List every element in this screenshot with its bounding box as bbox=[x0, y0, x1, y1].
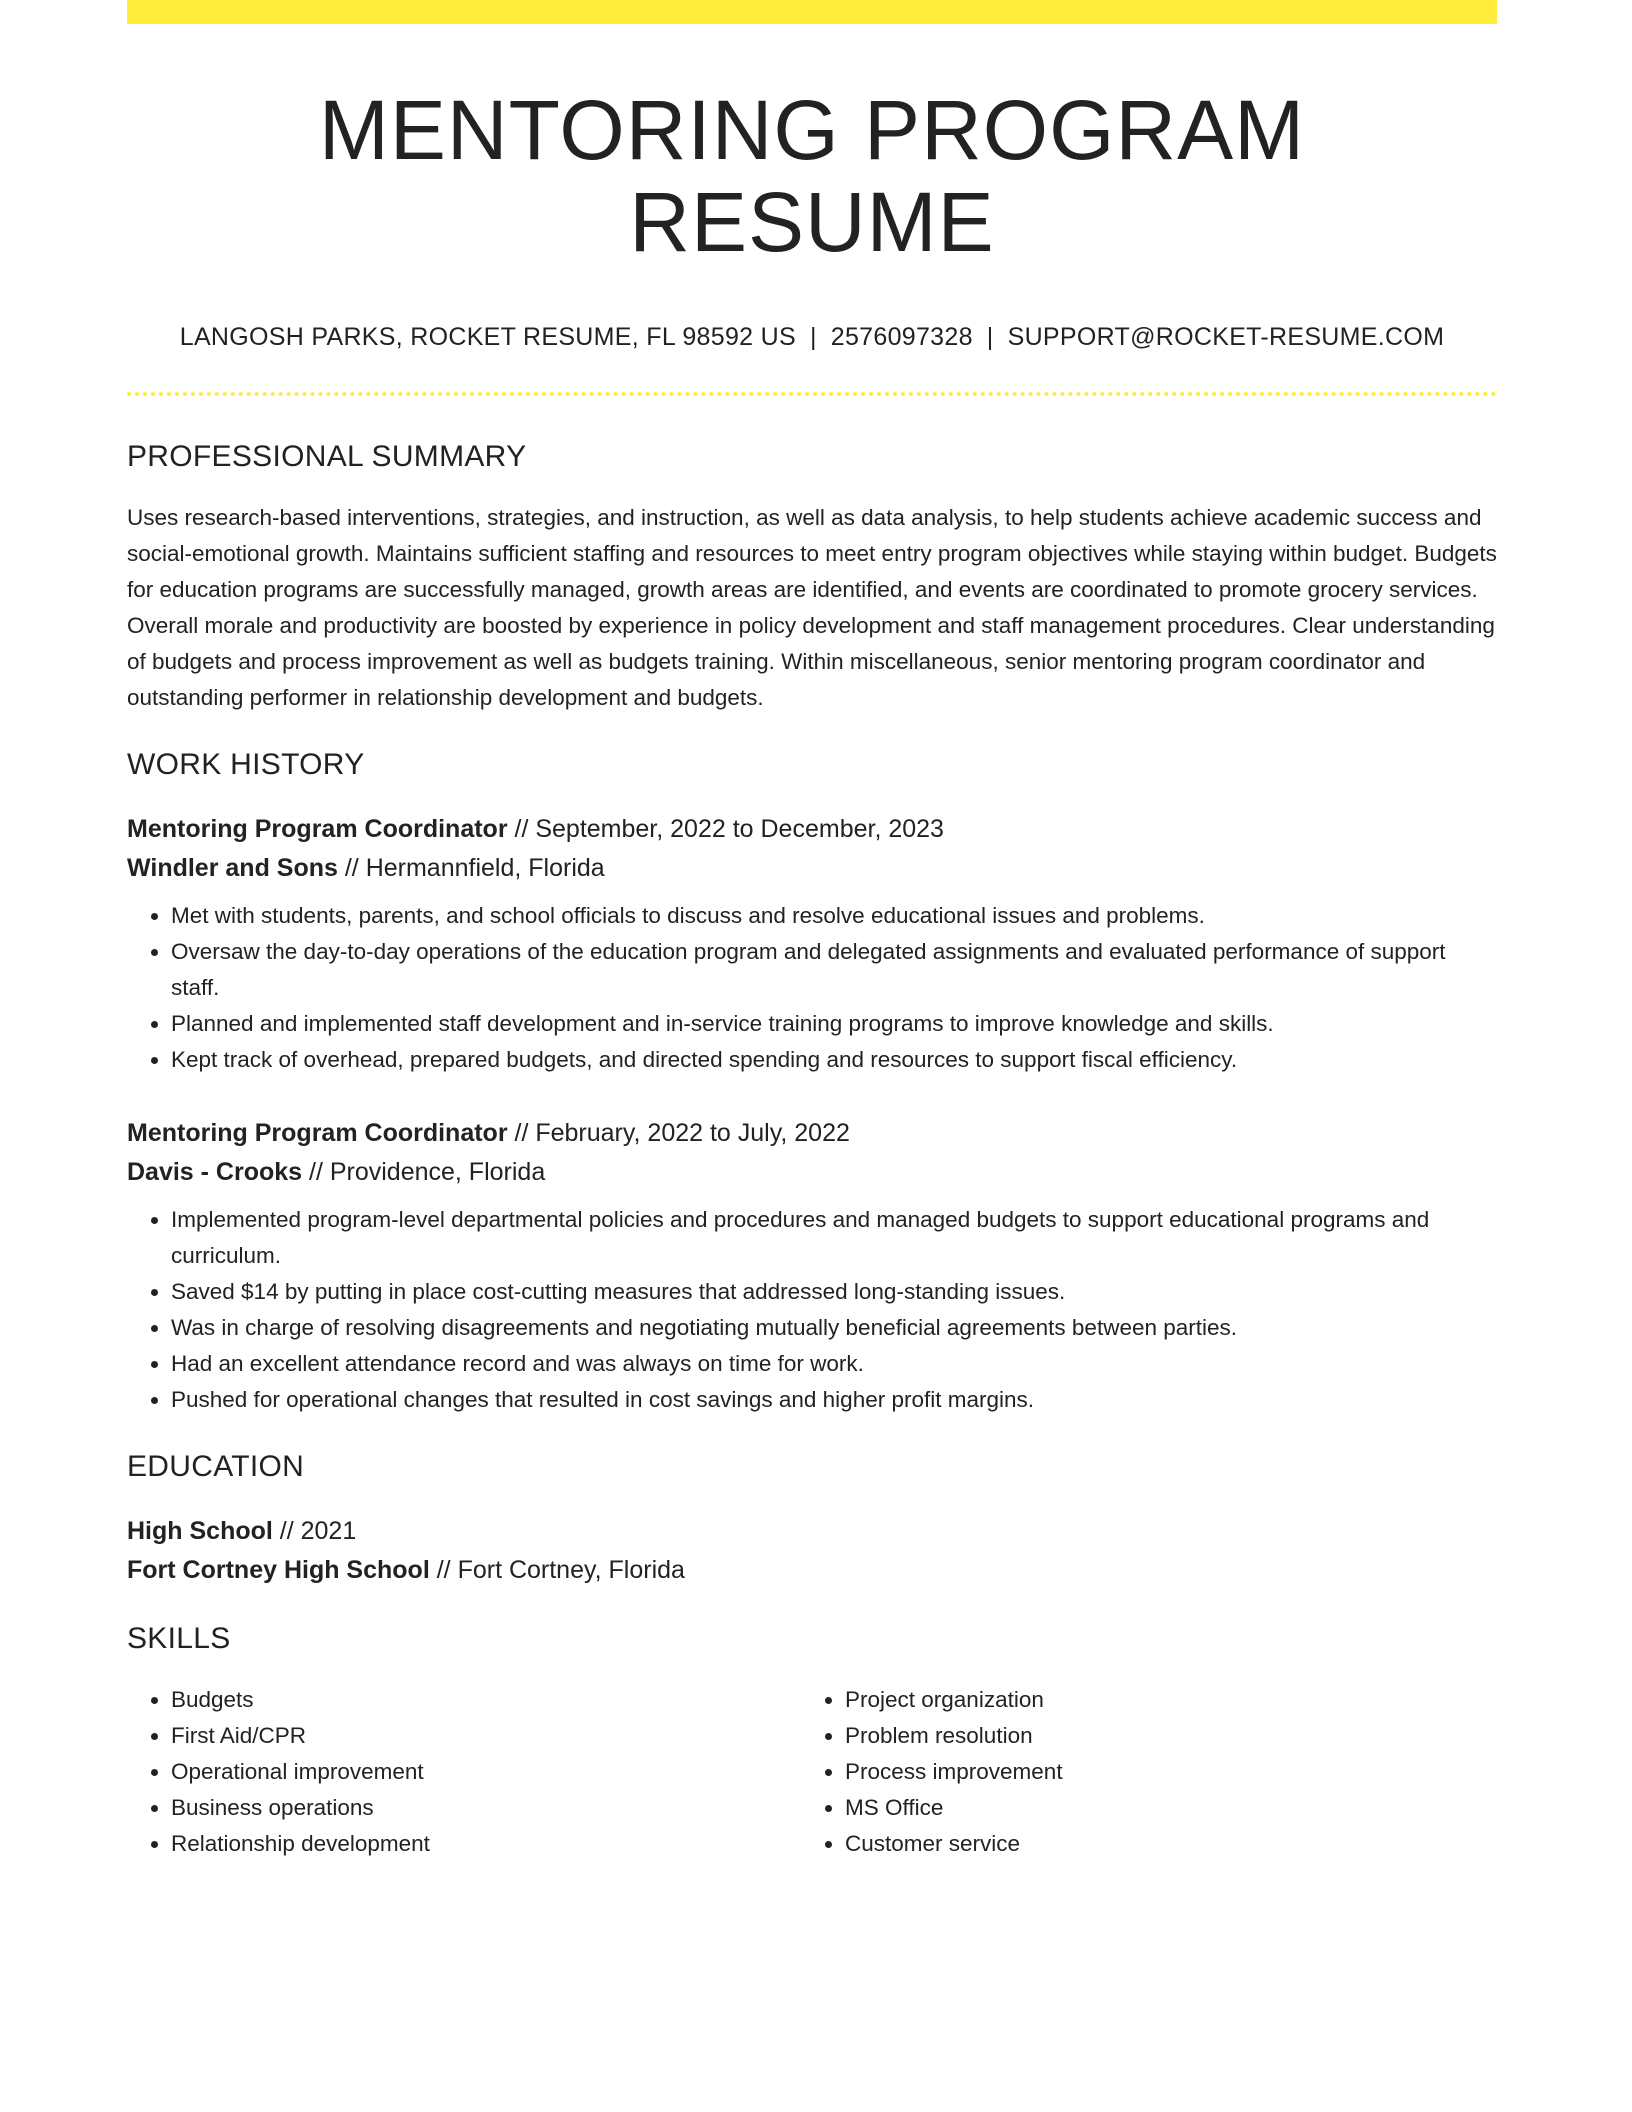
education-school: Fort Cortney High School bbox=[127, 1555, 430, 1584]
list-item: • Operational improvement bbox=[171, 1754, 801, 1790]
job-location: // Hermannfield, Florida bbox=[337, 853, 605, 882]
contact-address: LANGOSH PARKS, ROCKET RESUME, FL 98592 US bbox=[179, 322, 796, 351]
summary-text: Uses research-based interventions, strategies, and instruction, as well as data analysis, to help students achieve academic success and social-emotional growth. Maintains sufficient staffing and resources to meet entry program objectives while staying within budget. Budgets for education programs are successfully managed, growth areas are identified, and events are coordinated to promote grocery services. Overall morale and productivity are boosted by experience in policy development and staff management procedures. Clear understanding of budgets and process improvement as well as budgets training. Within miscellaneous, senior mentoring program coordinator and outstanding performer in relationship development and budgets. bbox=[127, 504, 1497, 710]
list-item: • Customer service bbox=[845, 1826, 1475, 1862]
list-item: • Problem resolution bbox=[845, 1718, 1475, 1754]
list-item: • Process improvement bbox=[845, 1754, 1475, 1790]
resume-page bbox=[127, 0, 1497, 1862]
job-company-line bbox=[127, 1153, 1497, 1192]
job-company: Windler and Sons bbox=[127, 853, 338, 882]
list-item: • Planned and implemented staff development and in-service training programs to improve knowledge and skills. bbox=[171, 1006, 1497, 1042]
job-location: // Providence, Florida bbox=[302, 1157, 546, 1186]
top-accent-bar bbox=[127, 0, 1497, 24]
list-item: • Kept track of overhead, prepared budgets, and directed spending and resources to support fiscal efficiency. bbox=[171, 1042, 1497, 1078]
contact-phone: 2576097328 bbox=[830, 322, 973, 351]
list-item: • Project organization bbox=[845, 1682, 1475, 1718]
job-entry bbox=[127, 1114, 1497, 1418]
contact-line bbox=[127, 323, 1497, 352]
list-item: • Implemented program-level departmental policies and procedures and managed budgets to support educational programs and curriculum. bbox=[171, 1202, 1497, 1274]
list-item: • Relationship development bbox=[171, 1826, 801, 1862]
education-degree-line bbox=[127, 1512, 1497, 1551]
contact-separator: | bbox=[809, 322, 817, 351]
contact-email: SUPPORT@ROCKET-RESUME.COM bbox=[1007, 322, 1445, 351]
list-item: • Business operations bbox=[171, 1790, 801, 1826]
list-item: • Budgets bbox=[171, 1682, 801, 1718]
list-item: • Was in charge of resolving disagreements and negotiating mutually beneficial agreements between parties. bbox=[171, 1310, 1497, 1346]
list-item: • Had an excellent attendance record and was always on time for work. bbox=[171, 1346, 1497, 1382]
job-role-line bbox=[127, 1114, 1497, 1153]
education-heading: EDUCATION bbox=[127, 1449, 305, 1483]
education-location: // Fort Cortney, Florida bbox=[429, 1555, 685, 1584]
list-item: • Saved $14 by putting in place cost-cutting measures that addressed long-standing issues. bbox=[171, 1274, 1497, 1310]
job-dates: // September, 2022 to December, 2023 bbox=[507, 814, 944, 843]
job-role-line bbox=[127, 810, 1497, 849]
education-degree: High School bbox=[127, 1516, 273, 1545]
summary-heading: PROFESSIONAL SUMMARY bbox=[127, 439, 527, 473]
list-item: • Met with students, parents, and school officials to discuss and resolve educational issues and problems. bbox=[171, 898, 1497, 934]
work-history-heading: WORK HISTORY bbox=[127, 747, 365, 781]
job-bullets bbox=[127, 898, 1497, 1078]
job-bullets bbox=[127, 1202, 1497, 1418]
dotted-divider bbox=[127, 392, 1497, 396]
job-entry bbox=[127, 810, 1497, 1078]
skills-column-right bbox=[801, 1682, 1475, 1862]
list-item: • Pushed for operational changes that resulted in cost savings and higher profit margins. bbox=[171, 1382, 1497, 1418]
education-entry bbox=[127, 1512, 1497, 1590]
job-role: Mentoring Program Coordinator bbox=[127, 1118, 508, 1147]
list-item: • MS Office bbox=[845, 1790, 1475, 1826]
resume-title: MENTORING PROGRAM RESUME bbox=[318, 83, 1306, 270]
skills-column-left bbox=[127, 1682, 801, 1862]
list-item: • Oversaw the day-to-day operations of the education program and delegated assignments and evaluated performance of support staff. bbox=[171, 934, 1497, 1006]
job-company-line bbox=[127, 849, 1497, 888]
education-year: // 2021 bbox=[272, 1516, 357, 1545]
list-item: • First Aid/CPR bbox=[171, 1718, 801, 1754]
contact-separator: | bbox=[986, 322, 994, 351]
skills-heading: SKILLS bbox=[127, 1621, 231, 1655]
job-dates: // February, 2022 to July, 2022 bbox=[507, 1118, 850, 1147]
job-company: Davis - Crooks bbox=[127, 1157, 303, 1186]
education-school-line bbox=[127, 1551, 1497, 1590]
skills-grid bbox=[127, 1682, 1497, 1862]
job-role: Mentoring Program Coordinator bbox=[127, 814, 508, 843]
